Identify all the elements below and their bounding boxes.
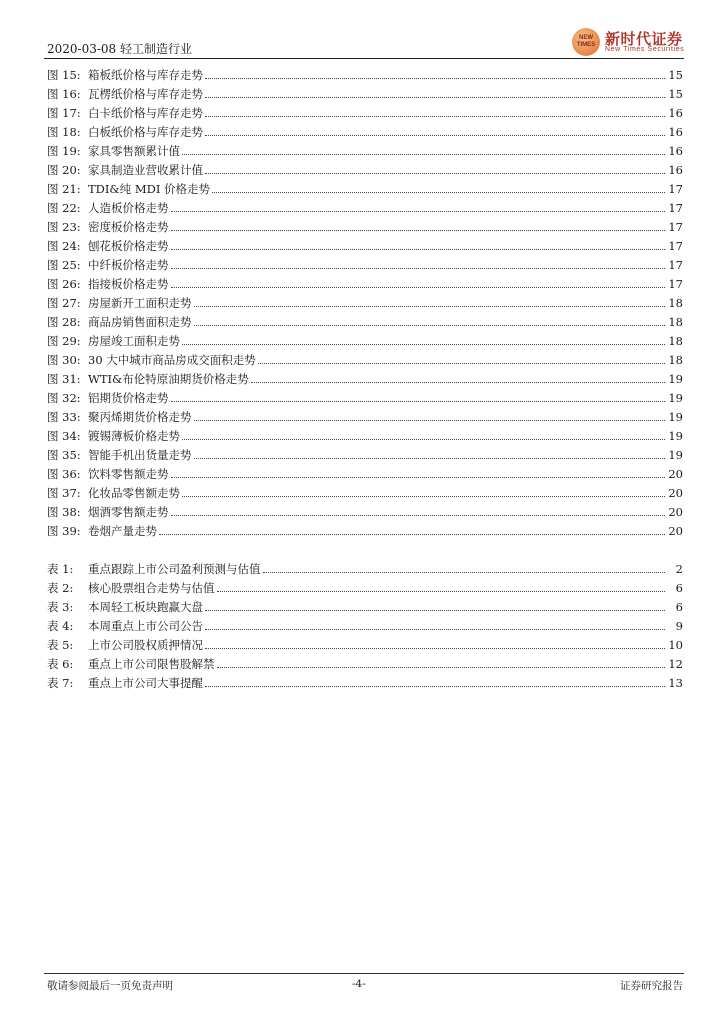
toc-entry-page: 6	[675, 581, 683, 595]
table-toc-entry[interactable]	[47, 617, 683, 636]
figure-toc-entry[interactable]	[47, 123, 683, 142]
logo-mark-icon	[572, 28, 600, 56]
toc-entry-title: 家具制造业营收累计值	[88, 163, 203, 177]
figure-toc-entry[interactable]	[47, 85, 683, 104]
toc-entry-page: 15	[668, 87, 683, 101]
toc-entry-title: 家具零售额累计值	[88, 144, 180, 158]
toc-leader-dots	[258, 351, 665, 364]
toc-leader-dots	[194, 294, 666, 307]
toc-entry-title: 白板纸价格与库存走势	[88, 125, 203, 139]
toc-leader-dots	[171, 389, 666, 402]
company-logo	[572, 28, 684, 56]
toc-entry-prefix: 表 7:	[47, 676, 74, 690]
toc-leader-dots	[251, 370, 665, 383]
toc-entry-prefix: 图 38:	[47, 505, 81, 519]
figure-toc-entry[interactable]	[47, 161, 683, 180]
toc-entry-title: 房屋竣工面积走势	[88, 334, 180, 348]
toc-entry-page: 19	[668, 429, 683, 443]
toc-entry-prefix: 图 21:	[47, 182, 81, 196]
toc-entry-prefix: 表 2:	[47, 581, 74, 595]
toc-entry-prefix: 图 39:	[47, 524, 81, 538]
toc-entry-page: 17	[668, 201, 683, 215]
toc-entry-page: 10	[668, 638, 683, 652]
footer-page-number: -4-	[352, 978, 366, 990]
toc-entry-prefix: 图 17:	[47, 106, 81, 120]
toc-leader-dots	[171, 503, 666, 516]
toc-entry-page: 17	[668, 182, 683, 196]
toc-entry-prefix: 图 37:	[47, 486, 81, 500]
toc-entry-page: 2	[675, 562, 683, 576]
figure-toc-entry[interactable]	[47, 446, 683, 465]
toc-entry-page: 17	[668, 277, 683, 291]
toc-entry-prefix: 表 4:	[47, 619, 74, 633]
toc-entry-page: 18	[668, 353, 683, 367]
footer-report-type: 证券研究报告	[620, 980, 683, 992]
toc-entry-title: 白卡纸价格与库存走势	[88, 106, 203, 120]
toc-leader-dots	[194, 446, 666, 459]
toc-entry-page: 16	[668, 106, 683, 120]
toc-leader-dots	[194, 408, 666, 421]
toc-entry-title: 智能手机出货量走势	[88, 448, 192, 462]
table-toc-entry[interactable]	[47, 674, 683, 693]
toc-leader-dots	[205, 636, 665, 649]
toc-entry-title: 密度板价格走势	[88, 220, 169, 234]
toc-entry-title: 本周轻工板块跑赢大盘	[88, 600, 203, 614]
toc-entry-prefix: 图 29:	[47, 334, 81, 348]
toc-entry-prefix: 图 36:	[47, 467, 81, 481]
toc-entry-page: 20	[668, 467, 683, 481]
toc-leader-dots	[217, 655, 666, 668]
figure-list	[47, 66, 683, 541]
toc-entry-title: 饮料零售额走势	[88, 467, 169, 481]
toc-entry-page: 19	[668, 448, 683, 462]
figure-toc-entry[interactable]	[47, 275, 683, 294]
header-divider	[44, 58, 684, 59]
toc-entry-title: 刨花板价格走势	[88, 239, 169, 253]
figure-toc-entry[interactable]	[47, 522, 683, 541]
toc-entry-title: 重点上市公司大事提醒	[88, 676, 203, 690]
figure-toc-entry[interactable]	[47, 104, 683, 123]
toc-leader-dots	[205, 598, 665, 611]
toc-entry-prefix: 图 25:	[47, 258, 81, 272]
toc-entry-title: 商品房销售面积走势	[88, 315, 192, 329]
toc-leader-dots	[205, 617, 665, 630]
toc-entry-title: 铝期货价格走势	[88, 391, 169, 405]
toc-entry-title: 箱板纸价格与库存走势	[88, 68, 203, 82]
toc-leader-dots	[217, 579, 666, 592]
toc-leader-dots	[182, 332, 665, 345]
figure-toc-entry[interactable]	[47, 313, 683, 332]
table-toc-entry[interactable]	[47, 560, 683, 579]
figure-toc-entry[interactable]	[47, 465, 683, 484]
toc-entry-title: 卷烟产量走势	[88, 524, 157, 538]
toc-leader-dots	[171, 275, 666, 288]
toc-entry-prefix: 图 31:	[47, 372, 81, 386]
toc-leader-dots	[212, 180, 665, 193]
toc-entry-title: 重点上市公司限售股解禁	[88, 657, 215, 671]
toc-entry-page: 16	[668, 144, 683, 158]
toc-leader-dots	[205, 66, 665, 79]
figure-toc-entry[interactable]	[47, 427, 683, 446]
toc-entry-prefix: 图 26:	[47, 277, 81, 291]
toc-entry-prefix: 图 23:	[47, 220, 81, 234]
toc-entry-page: 18	[668, 315, 683, 329]
toc-entry-title: 30 大中城市商品房成交面积走势	[88, 353, 256, 367]
figure-toc-entry[interactable]	[47, 503, 683, 522]
figure-toc-entry[interactable]	[47, 484, 683, 503]
toc-leader-dots	[171, 237, 666, 250]
toc-leader-dots	[182, 484, 665, 497]
toc-entry-title: 聚丙烯期货价格走势	[88, 410, 192, 424]
toc-entry-page: 9	[675, 619, 683, 633]
toc-entry-prefix: 图 27:	[47, 296, 81, 310]
toc-entry-page: 17	[668, 220, 683, 234]
header-date-industry: 2020-03-08 轻工制造行业	[47, 42, 193, 56]
table-toc-entry[interactable]	[47, 655, 683, 674]
toc-entry-page: 12	[668, 657, 683, 671]
table-toc-entry[interactable]	[47, 579, 683, 598]
toc-leader-dots	[194, 313, 666, 326]
toc-entry-page: 18	[668, 296, 683, 310]
toc-entry-prefix: 图 34:	[47, 429, 81, 443]
toc-entry-title: 房屋新开工面积走势	[88, 296, 192, 310]
toc-entry-prefix: 表 1:	[47, 562, 74, 576]
figure-toc-entry[interactable]	[47, 199, 683, 218]
toc-entry-page: 19	[668, 372, 683, 386]
figure-toc-entry[interactable]	[47, 142, 683, 161]
toc-entry-title: 中纤板价格走势	[88, 258, 169, 272]
toc-entry-prefix: 图 35:	[47, 448, 81, 462]
toc-entry-page: 6	[675, 600, 683, 614]
toc-leader-dots	[205, 104, 665, 117]
toc-entry-title: 重点跟踪上市公司盈利预测与估值	[88, 562, 261, 576]
figure-toc-entry[interactable]	[47, 66, 683, 85]
toc-leader-dots	[182, 427, 665, 440]
toc-entry-title: 镀锡薄板价格走势	[88, 429, 180, 443]
toc-entry-prefix: 图 18:	[47, 125, 81, 139]
toc-entry-page: 20	[668, 486, 683, 500]
toc-entry-title: 瓦楞纸价格与库存走势	[88, 87, 203, 101]
toc-entry-title: TDI&纯 MDI 价格走势	[88, 182, 211, 196]
toc-entry-prefix: 图 30:	[47, 353, 81, 367]
toc-leader-dots	[205, 161, 665, 174]
figure-toc-entry[interactable]	[47, 237, 683, 256]
figure-toc-entry[interactable]	[47, 370, 683, 389]
figure-toc-entry[interactable]	[47, 332, 683, 351]
toc-entry-page: 20	[668, 505, 683, 519]
toc-entry-title: 化妆品零售额走势	[88, 486, 180, 500]
toc-leader-dots	[171, 465, 666, 478]
toc-entry-prefix: 图 32:	[47, 391, 81, 405]
toc-entry-title: 本周重点上市公司公告	[88, 619, 203, 633]
toc-entry-page: 16	[668, 125, 683, 139]
toc-entry-prefix: 图 16:	[47, 87, 81, 101]
figure-toc-entry[interactable]	[47, 180, 683, 199]
table-list	[47, 560, 683, 693]
toc-leader-dots	[205, 85, 665, 98]
toc-entry-title: 指接板价格走势	[88, 277, 169, 291]
figure-toc-entry[interactable]	[47, 294, 683, 313]
toc-entry-page: 15	[668, 68, 683, 82]
footer-disclaimer: 敬请参阅最后一页免责声明	[47, 980, 173, 992]
toc-entry-title: 核心股票组合走势与估值	[88, 581, 215, 595]
toc-entry-page: 19	[668, 391, 683, 405]
toc-entry-prefix: 图 19:	[47, 144, 81, 158]
toc-leader-dots	[171, 218, 666, 231]
footer-divider	[44, 973, 684, 974]
toc-leader-dots	[171, 199, 666, 212]
table-toc-entry[interactable]	[47, 598, 683, 617]
toc-leader-dots	[205, 674, 665, 687]
toc-entry-page: 16	[668, 163, 683, 177]
toc-entry-page: 19	[668, 410, 683, 424]
logo-english-name: New Times Securities	[605, 46, 685, 53]
figure-toc-entry[interactable]	[47, 218, 683, 237]
toc-entry-title: 人造板价格走势	[88, 201, 169, 215]
toc-entry-prefix: 表 5:	[47, 638, 74, 652]
toc-entry-title: WTI&布伦特原油期货价格走势	[88, 372, 249, 386]
logo-mark-line2: TIMES	[576, 42, 596, 48]
logo-mark-line1: NEW	[579, 35, 593, 41]
toc-entry-prefix: 图 15:	[47, 68, 81, 82]
figure-toc-entry[interactable]	[47, 351, 683, 370]
toc-leader-dots	[159, 522, 665, 535]
logo-chinese-name: 新时代证券	[605, 30, 683, 48]
toc-entry-prefix: 表 6:	[47, 657, 74, 671]
toc-leader-dots	[205, 123, 665, 136]
toc-entry-page: 20	[668, 524, 683, 538]
toc-entry-page: 13	[668, 676, 683, 690]
figure-toc-entry[interactable]	[47, 256, 683, 275]
toc-entry-page: 17	[668, 239, 683, 253]
toc-leader-dots	[263, 560, 666, 573]
toc-entry-prefix: 图 22:	[47, 201, 81, 215]
toc-entry-prefix: 图 33:	[47, 410, 81, 424]
toc-entry-page: 18	[668, 334, 683, 348]
toc-entry-prefix: 图 20:	[47, 163, 81, 177]
toc-leader-dots	[171, 256, 666, 269]
toc-entry-prefix: 表 3:	[47, 600, 74, 614]
toc-entry-prefix: 图 28:	[47, 315, 81, 329]
toc-entry-page: 17	[668, 258, 683, 272]
figure-toc-entry[interactable]	[47, 408, 683, 427]
figure-toc-entry[interactable]	[47, 389, 683, 408]
toc-entry-title: 上市公司股权质押情况	[88, 638, 203, 652]
toc-leader-dots	[182, 142, 665, 155]
toc-entry-title: 烟酒零售额走势	[88, 505, 169, 519]
toc-entry-prefix: 图 24:	[47, 239, 81, 253]
table-toc-entry[interactable]	[47, 636, 683, 655]
